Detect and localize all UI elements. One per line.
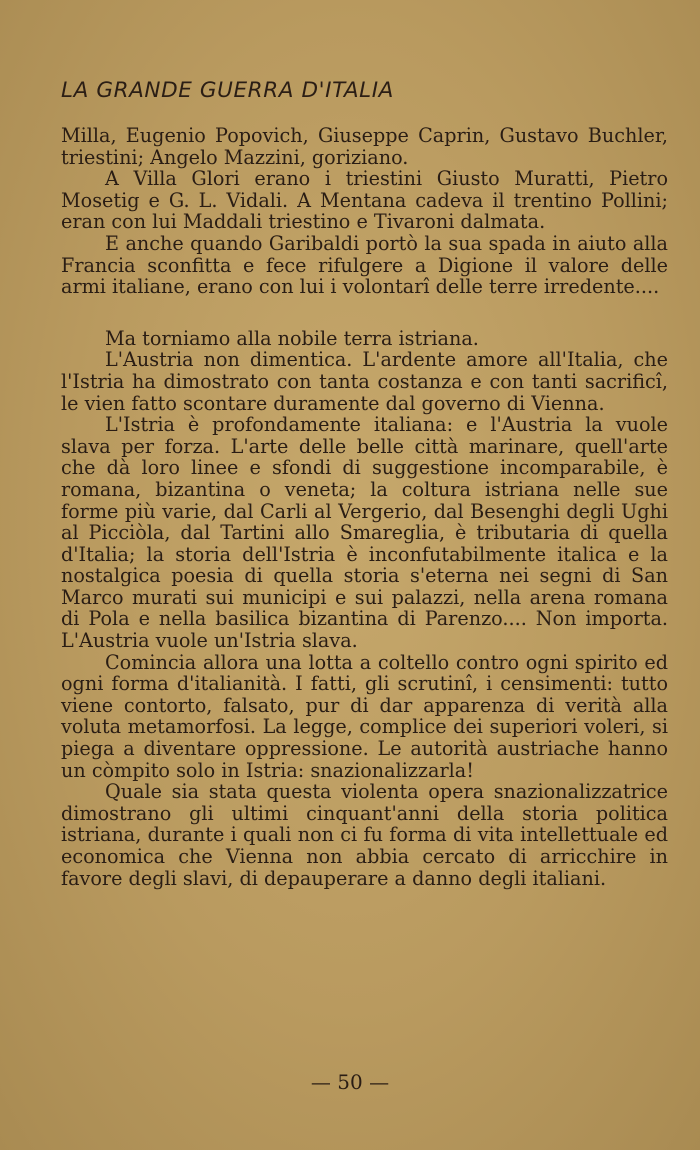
page-number: — 50 — xyxy=(310,1070,390,1094)
paragraph-8: Quale sia stata questa violenta opera snazionalizzatrice dimostrano gli ultimi cinquant'anni della storia politica istriana, durante i quali non ci fu forma di vita intellettuale ed economica che Vienna non abbia cercato di arricchire in favore degli slavi, di depauperare a danno degli italiani. xyxy=(61,780,668,890)
paragraph-4: Ma torniamo alla nobile terra istriana. xyxy=(105,326,479,350)
paragraph-6: L'Istria è profondamente italiana: e l'Austria la vuole slava per forza. L'arte delle belle città marinare, quell'arte che dà loro linee e sfondi di suggestione incomparabile, è romana, bizantina o veneta; la coltura istriana nelle sue forme più varie, dal Carli al Vergerio, dal Besenghi degli Ughi al Picciòla, dal Tartini allo Smareglia, è tributaria di quella d'Italia; la storia dell'Istria è inconfutabilmente italica e la nostalgica poesia di quella storia s'eterna nei segni di San Marco murati sui municipi e sui palazzi, nella arena romana di Pola e nella basilica bizantina di Parenzo.... Non importa. L'Austria vuole un'Istria slava. xyxy=(61,413,668,653)
paragraph-7: Comincia allora una lotta a coltello contro ogni spirito ed ogni forma d'italianità. I fatti, gli scrutinî, i censimenti: tutto viene contorto, falsato, pur di dar apparenza di verità alla voluta metamorfosi. La legge, complice dei superiori voleri, si piega a diventare oppressione. Le autorità austriache hanno un còmpito solo in Istria: snazionalizzarla! xyxy=(61,650,668,782)
body-text xyxy=(61,125,668,889)
paragraph-2: A Villa Glori erano i triestini Giusto Muratti, Pietro Mosetig e G. L. Vidali. A Mentana cadeva il trentino Pollini; eran con lui Maddali triestino e Tivaroni dalmata. xyxy=(61,167,668,234)
paragraph-1: Milla, Eugenio Popovich, Giuseppe Caprin, Gustavo Buchler, triestini; Angelo Mazzini, goriziano. xyxy=(61,124,668,169)
running-head: LA GRANDE GUERRA D'ITALIA xyxy=(61,78,394,103)
paragraph-3: E anche quando Garibaldi portò la sua spada in aiuto alla Francia sconfitta e fece rifulgere a Digione il valore delle armi italiane, erano con lui i volontarî delle terre irredente.... xyxy=(61,231,668,299)
paragraph-5: L'Austria non dimentica. L'ardente amore all'Italia, che l'Istria ha dimostrato con tanta costanza e con tanti sacrificî, le vien fatto scontare duramente dal governo di Vienna. xyxy=(61,348,668,415)
